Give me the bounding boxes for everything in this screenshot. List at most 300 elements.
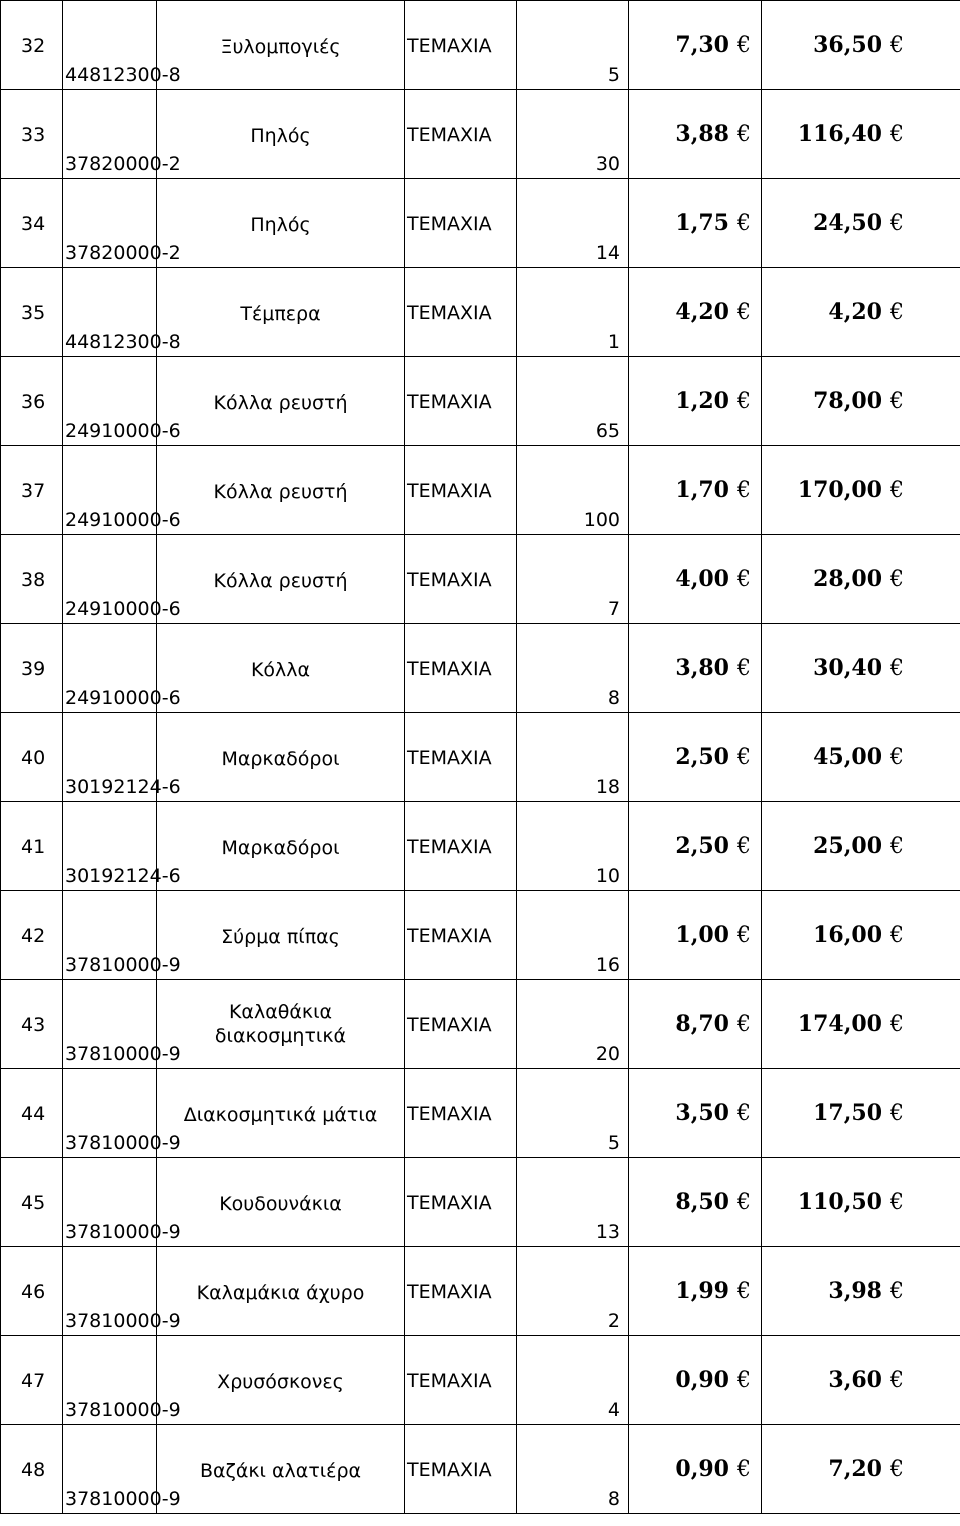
line-total-cell [762, 90, 960, 179]
unit-price-value: 1,99 [675, 1278, 729, 1304]
quantity-cell [517, 1336, 629, 1425]
unit-price-cell [629, 802, 762, 891]
unit-cell [405, 1069, 517, 1158]
euro-icon: € [890, 567, 904, 592]
row-number-cell [1, 1158, 63, 1247]
cpv-code-cell [63, 1158, 181, 1247]
unit-cell [405, 891, 517, 980]
unit-price [675, 32, 751, 58]
unit-price-cell [629, 1336, 762, 1425]
line-total [813, 655, 904, 681]
unit-of-measure: ΤΕΜΑΧΙΑ [407, 35, 492, 57]
table-row [1, 268, 960, 357]
quantity: 13 [595, 1221, 620, 1243]
row-number: 38 [21, 569, 46, 591]
euro-icon: € [890, 478, 904, 503]
table-row [1, 535, 960, 624]
unit-price-value: 8,50 [675, 1189, 729, 1215]
line-total-value: 45,00 [813, 744, 882, 770]
table-row [1, 891, 960, 980]
row-number: 44 [21, 1103, 46, 1125]
item-description-cell [157, 624, 405, 713]
row-number: 47 [21, 1370, 46, 1392]
table-row [1, 624, 960, 713]
unit-price-cell [629, 891, 762, 980]
line-total [813, 744, 904, 770]
item-description-cell [157, 980, 405, 1069]
item-description-cell [157, 713, 405, 802]
unit-price-cell [629, 268, 762, 357]
euro-icon: € [737, 1279, 751, 1304]
cpv-code: 37820000-2 [65, 153, 181, 175]
unit-cell [405, 1, 517, 90]
line-total [798, 1189, 904, 1215]
euro-icon: € [737, 567, 751, 592]
quantity-cell [517, 357, 629, 446]
euro-icon: € [737, 1012, 751, 1037]
cpv-code-cell [63, 1336, 181, 1425]
line-total-cell [762, 1158, 960, 1247]
euro-icon: € [737, 300, 751, 325]
unit-of-measure: ΤΕΜΑΧΙΑ [407, 480, 492, 502]
item-description-line: Διακοσμητικά μάτια [183, 1104, 378, 1126]
euro-icon: € [890, 1012, 904, 1037]
row-number-cell [1, 802, 63, 891]
quantity-cell [517, 1425, 629, 1514]
table-row [1, 1425, 960, 1514]
line-total-value: 36,50 [813, 32, 882, 58]
item-description-cell [157, 1158, 405, 1247]
cpv-code-cell [63, 624, 181, 713]
line-total-value: 28,00 [813, 566, 882, 592]
line-total-value: 3,98 [828, 1278, 882, 1304]
unit-of-measure: ΤΕΜΑΧΙΑ [407, 1370, 492, 1392]
quantity: 5 [607, 64, 620, 86]
unit-cell [405, 624, 517, 713]
line-total-value: 110,50 [797, 1189, 882, 1215]
line-total-value: 4,20 [828, 299, 882, 325]
unit-of-measure: ΤΕΜΑΧΙΑ [407, 391, 492, 413]
table-row [1, 1247, 960, 1336]
quantity: 100 [583, 509, 620, 531]
item-description-line: διακοσμητικά [214, 1025, 347, 1047]
item-description [157, 302, 404, 326]
unit-price-cell [629, 713, 762, 802]
euro-icon: € [737, 1368, 751, 1393]
cpv-code-cell [63, 446, 181, 535]
item-description-line: Κόλλα ρευστή [213, 570, 348, 592]
quantity: 30 [595, 153, 620, 175]
unit-price [675, 1456, 751, 1482]
item-description-line: Κόλλα [250, 659, 311, 681]
cpv-code: 37810000-9 [65, 1310, 181, 1332]
items-table-body [1, 1, 960, 1514]
line-total-cell [762, 535, 960, 624]
item-description [157, 1370, 404, 1394]
item-description [157, 747, 404, 771]
line-total [813, 833, 904, 859]
quantity-cell [517, 802, 629, 891]
cpv-code-cell [63, 179, 181, 268]
unit-of-measure: ΤΕΜΑΧΙΑ [407, 747, 492, 769]
item-description [157, 1192, 404, 1216]
quantity: 2 [607, 1310, 620, 1332]
euro-icon: € [890, 389, 904, 414]
unit-cell [405, 268, 517, 357]
unit-price [675, 744, 751, 770]
cpv-code: 30192124-6 [65, 776, 181, 798]
unit-price-cell [629, 624, 762, 713]
row-number-cell [1, 891, 63, 980]
euro-icon: € [890, 122, 904, 147]
row-number: 33 [21, 124, 46, 146]
line-total [813, 388, 904, 414]
euro-icon: € [890, 33, 904, 58]
item-description [157, 569, 404, 593]
euro-icon: € [737, 745, 751, 770]
item-description [157, 1000, 404, 1048]
line-total-cell [762, 802, 960, 891]
cpv-code-cell [63, 357, 181, 446]
quantity-cell [517, 980, 629, 1069]
unit-price-value: 1,70 [675, 477, 729, 503]
unit-price-value: 8,70 [675, 1011, 729, 1037]
line-total-cell [762, 1247, 960, 1336]
unit-price-cell [629, 1069, 762, 1158]
cpv-code: 37810000-9 [65, 1399, 181, 1421]
cpv-code: 37810000-9 [65, 1221, 181, 1243]
cpv-code: 37810000-9 [65, 1132, 181, 1154]
line-total-cell [762, 1, 960, 90]
euro-icon: € [737, 656, 751, 681]
line-total [813, 922, 904, 948]
unit-price [675, 1011, 751, 1037]
euro-icon: € [890, 834, 904, 859]
line-total [798, 1011, 904, 1037]
item-description-cell [157, 1336, 405, 1425]
row-number: 43 [21, 1014, 46, 1036]
unit-price-value: 0,90 [675, 1367, 729, 1393]
unit-price [675, 388, 751, 414]
cpv-code-cell [63, 980, 181, 1069]
unit-price-value: 1,20 [675, 388, 729, 414]
unit-price-value: 2,50 [675, 833, 729, 859]
line-total-value: 24,50 [813, 210, 882, 236]
line-total-cell [762, 357, 960, 446]
cpv-code: 24910000-6 [65, 420, 181, 442]
row-number-cell [1, 535, 63, 624]
unit-price-value: 4,00 [675, 566, 729, 592]
line-total [798, 121, 904, 147]
item-description [157, 1459, 404, 1483]
unit-cell [405, 980, 517, 1069]
line-total [828, 1278, 904, 1304]
row-number: 37 [21, 480, 46, 502]
unit-price-cell [629, 1158, 762, 1247]
quantity: 1 [607, 331, 620, 353]
line-total-value: 78,00 [813, 388, 882, 414]
unit-price [675, 299, 751, 325]
cpv-code: 24910000-6 [65, 509, 181, 531]
item-description [157, 480, 404, 504]
unit-price-value: 4,20 [675, 299, 729, 325]
line-total-value: 174,00 [797, 1011, 882, 1037]
unit-price-value: 2,50 [675, 744, 729, 770]
item-description-cell [157, 535, 405, 624]
euro-icon: € [737, 1457, 751, 1482]
item-description [157, 658, 404, 682]
item-description-cell [157, 446, 405, 535]
row-number: 41 [21, 836, 46, 858]
unit-price [675, 1367, 751, 1393]
item-description [157, 391, 404, 415]
table-row [1, 179, 960, 268]
unit-of-measure: ΤΕΜΑΧΙΑ [407, 1281, 492, 1303]
item-description-line: Βαζάκι αλατιέρα [199, 1460, 362, 1482]
cpv-code-cell [63, 90, 181, 179]
unit-price [675, 1189, 751, 1215]
quantity: 16 [595, 954, 620, 976]
item-description-line: Μαρκαδόροι [221, 748, 340, 770]
row-number: 45 [21, 1192, 46, 1214]
table-row [1, 980, 960, 1069]
cpv-code-cell [63, 1069, 181, 1158]
unit-price [675, 566, 751, 592]
cpv-code: 24910000-6 [65, 598, 181, 620]
item-description [157, 213, 404, 237]
quantity-cell [517, 535, 629, 624]
quantity-cell [517, 1069, 629, 1158]
item-description-line: Πηλός [250, 214, 311, 236]
item-description-line: Κόλλα ρευστή [213, 392, 348, 414]
line-total-cell [762, 1336, 960, 1425]
unit-price-cell [629, 980, 762, 1069]
row-number-cell [1, 1069, 63, 1158]
cpv-code-cell [63, 1425, 181, 1514]
cpv-code: 37820000-2 [65, 242, 181, 264]
euro-icon: € [737, 1101, 751, 1126]
euro-icon: € [737, 122, 751, 147]
unit-of-measure: ΤΕΜΑΧΙΑ [407, 925, 492, 947]
item-description-cell [157, 90, 405, 179]
line-total-value: 7,20 [828, 1456, 882, 1482]
quantity-cell [517, 1, 629, 90]
unit-of-measure: ΤΕΜΑΧΙΑ [407, 1103, 492, 1125]
euro-icon: € [890, 1101, 904, 1126]
line-total-cell [762, 1425, 960, 1514]
euro-icon: € [737, 389, 751, 414]
euro-icon: € [890, 1279, 904, 1304]
line-total [813, 210, 904, 236]
row-number-cell [1, 179, 63, 268]
line-total-value: 170,00 [797, 477, 882, 503]
euro-icon: € [737, 923, 751, 948]
item-description-line: Καλαθάκια [228, 1001, 333, 1023]
unit-of-measure: ΤΕΜΑΧΙΑ [407, 1192, 492, 1214]
line-total-value: 116,40 [797, 121, 882, 147]
row-number-cell [1, 1, 63, 90]
quantity: 4 [607, 1399, 620, 1421]
row-number-cell [1, 1247, 63, 1336]
euro-icon: € [737, 478, 751, 503]
cpv-code: 30192124-6 [65, 865, 181, 887]
line-total [828, 1456, 904, 1482]
euro-icon: € [737, 211, 751, 236]
quantity: 10 [595, 865, 620, 887]
unit-cell [405, 802, 517, 891]
quantity-cell [517, 268, 629, 357]
item-description-line: Ξυλομπογιές [220, 36, 341, 58]
row-number-cell [1, 357, 63, 446]
unit-price [675, 1278, 751, 1304]
unit-cell [405, 1425, 517, 1514]
quantity-cell [517, 179, 629, 268]
unit-cell [405, 357, 517, 446]
euro-icon: € [890, 1457, 904, 1482]
line-total-cell [762, 179, 960, 268]
quantity-cell [517, 90, 629, 179]
unit-price-cell [629, 535, 762, 624]
cpv-code-cell [63, 268, 181, 357]
item-description-line: Κουδουνάκια [219, 1193, 342, 1215]
table-row [1, 446, 960, 535]
unit-of-measure: ΤΕΜΑΧΙΑ [407, 836, 492, 858]
line-total [813, 32, 904, 58]
unit-price-cell [629, 1247, 762, 1336]
quantity-cell [517, 713, 629, 802]
line-total-cell [762, 980, 960, 1069]
item-description [157, 925, 404, 949]
euro-icon: € [890, 1368, 904, 1393]
unit-cell [405, 446, 517, 535]
row-number-cell [1, 713, 63, 802]
item-description [157, 1281, 404, 1305]
line-total-value: 30,40 [813, 655, 882, 681]
item-description-cell [157, 802, 405, 891]
item-description-cell [157, 1, 405, 90]
line-total-value: 17,50 [813, 1100, 882, 1126]
unit-price [675, 210, 751, 236]
unit-price-cell [629, 90, 762, 179]
item-description [157, 1103, 404, 1127]
cpv-code: 37810000-9 [65, 1043, 181, 1065]
unit-cell [405, 713, 517, 802]
item-description [157, 836, 404, 860]
quantity: 5 [607, 1132, 620, 1154]
unit-cell [405, 1247, 517, 1336]
item-description-cell [157, 1247, 405, 1336]
item-description-cell [157, 1069, 405, 1158]
unit-price-value: 3,88 [675, 121, 729, 147]
line-total [828, 299, 904, 325]
unit-of-measure: ΤΕΜΑΧΙΑ [407, 658, 492, 680]
unit-cell [405, 535, 517, 624]
cpv-code-cell [63, 802, 181, 891]
unit-of-measure: ΤΕΜΑΧΙΑ [407, 1014, 492, 1036]
euro-icon: € [890, 656, 904, 681]
unit-price-value: 3,80 [675, 655, 729, 681]
line-total-cell [762, 624, 960, 713]
euro-icon: € [737, 33, 751, 58]
euro-icon: € [890, 1190, 904, 1215]
line-total-cell [762, 891, 960, 980]
item-description [157, 124, 404, 148]
quantity-cell [517, 446, 629, 535]
table-row [1, 713, 960, 802]
table-row [1, 90, 960, 179]
line-total-cell [762, 713, 960, 802]
unit-price-value: 0,90 [675, 1456, 729, 1482]
quantity: 7 [607, 598, 620, 620]
item-description-line: Σύρμα πίπας [221, 926, 340, 948]
unit-price [675, 922, 751, 948]
euro-icon: € [890, 300, 904, 325]
row-number-cell [1, 90, 63, 179]
quantity: 20 [595, 1043, 620, 1065]
unit-price [675, 655, 751, 681]
row-number: 35 [21, 302, 46, 324]
quantity: 14 [595, 242, 620, 264]
item-description-cell [157, 179, 405, 268]
unit-price-cell [629, 179, 762, 268]
cpv-code: 24910000-6 [65, 687, 181, 709]
unit-price-cell [629, 1425, 762, 1514]
cpv-code-cell [63, 1, 181, 90]
unit-price [675, 477, 751, 503]
table-row [1, 1336, 960, 1425]
euro-icon: € [890, 923, 904, 948]
table-row [1, 802, 960, 891]
cpv-code: 44812300-8 [65, 331, 181, 353]
unit-cell [405, 90, 517, 179]
row-number-cell [1, 624, 63, 713]
table-row [1, 357, 960, 446]
item-description-cell [157, 268, 405, 357]
line-total-value: 3,60 [828, 1367, 882, 1393]
unit-price-value: 1,75 [675, 210, 729, 236]
unit-of-measure: ΤΕΜΑΧΙΑ [407, 213, 492, 235]
cpv-code: 37810000-9 [65, 954, 181, 976]
quantity: 8 [607, 1488, 620, 1510]
row-number-cell [1, 1425, 63, 1514]
line-total-cell [762, 1069, 960, 1158]
euro-icon: € [890, 745, 904, 770]
quantity-cell [517, 1158, 629, 1247]
row-number: 36 [21, 391, 46, 413]
item-description-cell [157, 891, 405, 980]
unit-price-cell [629, 1, 762, 90]
item-description-cell [157, 1425, 405, 1514]
line-total [813, 566, 904, 592]
item-description-line: Κόλλα ρευστή [213, 481, 348, 503]
unit-price-cell [629, 446, 762, 535]
line-total [798, 477, 904, 503]
row-number-cell [1, 446, 63, 535]
table-row [1, 1158, 960, 1247]
line-total-cell [762, 446, 960, 535]
item-description-line: Μαρκαδόροι [221, 837, 340, 859]
cpv-code: 37810000-9 [65, 1488, 181, 1510]
unit-cell [405, 1336, 517, 1425]
unit-price [675, 121, 751, 147]
unit-price-value: 7,30 [675, 32, 729, 58]
cpv-code-cell [63, 1247, 181, 1336]
row-number-cell [1, 268, 63, 357]
row-number: 48 [21, 1459, 46, 1481]
row-number: 34 [21, 213, 46, 235]
cpv-code-cell [63, 891, 181, 980]
quantity-cell [517, 891, 629, 980]
